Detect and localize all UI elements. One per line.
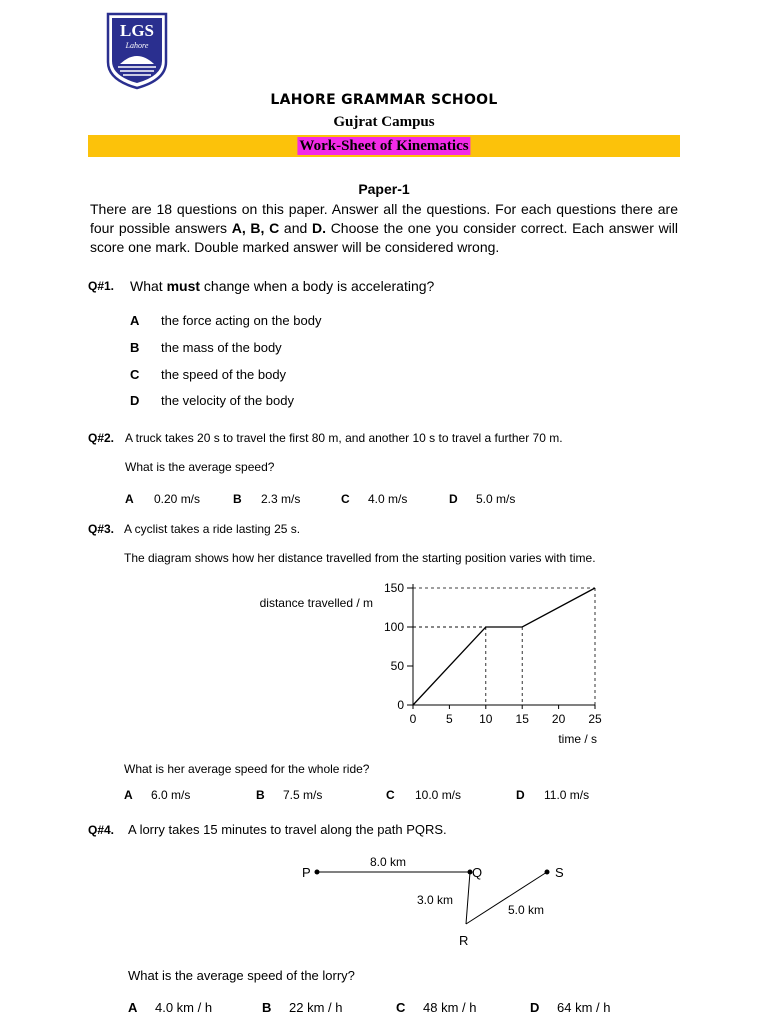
question-text-part: What [130,278,167,294]
distance-qr: 3.0 km [417,893,454,907]
option-letter: D [449,492,458,506]
option-text: the force acting on the body [161,313,322,328]
option-letter: C [396,1000,406,1015]
paper-title: Paper-1 [358,181,410,197]
question-prompt: What is the average speed? [125,460,275,474]
question-text: A cyclist takes a ride lasting 25 s. [124,522,301,536]
distance-series-line [413,588,595,705]
option-text: 2.3 m/s [261,492,301,506]
question-prompt: What is the average speed of the lorry? [128,968,355,983]
option-letter: A [130,313,140,328]
y-tick-label: 0 [397,698,404,712]
instructions-text: Choose the one you consider correct. Each answer will score one mark. Double marked answer will be considered wrong. [90,220,679,255]
option-letter: B [130,340,140,355]
question-number: Q#4. [88,823,115,837]
question-text: A truck takes 20 s to travel the first 80 m, and another 10 s to travel a further 70 m. [125,431,563,445]
instructions-text: There are 18 questions on this paper. Answer all the questions. For each questions there are four possible answers [90,201,678,236]
question-text: The diagram shows how her distance travelled from the starting position varies with time. [124,551,596,565]
option-text: 6.0 m/s [151,788,191,802]
path-qr [466,872,470,924]
title-banner [88,135,680,157]
option-letter: D [516,788,525,802]
distance-rs: 5.0 km [508,903,545,917]
option-letter: B [233,492,242,506]
option-text: the velocity of the body [161,393,294,408]
point-p [315,870,320,875]
option-text: the mass of the body [161,340,282,355]
y-tick-label: 150 [383,581,404,595]
x-tick-label: 20 [551,712,566,726]
option-letter: C [341,492,350,506]
option-text: 7.5 m/s [283,788,323,802]
option-letter: A [125,492,134,506]
option-text: 48 km / h [423,1000,477,1015]
question-number: Q#3. [88,522,115,536]
option-letter: C [386,788,395,802]
instructions-text: and [279,220,312,236]
option-text: 11.0 m/s [544,788,590,802]
option-letter: C [130,367,140,382]
label-p: P [302,865,311,880]
x-tick-label: 25 [588,712,602,726]
label-r: R [459,933,469,948]
instructions-bold: A, B, C [231,220,280,236]
y-axis-label: distance travelled / m [259,596,373,610]
x-tick-label: 5 [446,712,453,726]
path-pqrs-diagram [290,850,590,955]
option-letter: B [262,1000,272,1015]
option-text: 0.20 m/s [154,492,201,506]
option-text: 10.0 m/s [415,788,462,802]
distance-pq: 8.0 km [370,855,407,869]
question-prompt: What is her average speed for the whole ride? [124,762,370,776]
option-text: 4.0 km / h [155,1000,213,1015]
x-tick-label: 15 [515,712,529,726]
distance-time-graph [230,575,630,750]
option-letter: A [128,1000,138,1015]
question-text-bold: must [166,278,201,294]
label-s: S [555,865,564,880]
question-number: Q#2. [88,431,115,445]
option-letter: D [530,1000,540,1015]
instructions [90,200,678,257]
school-name: LAHORE GRAMMAR SCHOOL [270,92,498,108]
option-text: 22 km / h [289,1000,343,1015]
school-logo [106,12,168,90]
option-text: the speed of the body [161,367,287,382]
point-s [545,870,550,875]
option-letter: D [130,393,140,408]
question-number: Q#1. [88,279,115,293]
label-q: Q [472,865,483,880]
x-axis-label: time / s [558,732,597,746]
option-letter: B [256,788,265,802]
y-tick-label: 50 [390,659,404,673]
option-text: 4.0 m/s [368,492,408,506]
option-text: 5.0 m/s [476,492,516,506]
x-tick-label: 10 [479,712,493,726]
campus-name: Gujrat Campus [333,114,435,130]
logo-script: Lahore [125,41,149,50]
y-tick-label: 100 [383,620,404,634]
question-text-part: change when a body is accelerating? [200,278,435,294]
x-tick-label: 0 [409,712,417,726]
logo-text: LGS [119,21,155,40]
question-text: A lorry takes 15 minutes to travel along the path PQRS. [128,822,447,837]
question-text [130,278,434,294]
worksheet-title: Work-Sheet of Kinematics [299,138,469,154]
option-letter: A [124,788,133,802]
instructions-bold: D. [312,220,326,236]
option-text: 64 km / h [557,1000,611,1015]
